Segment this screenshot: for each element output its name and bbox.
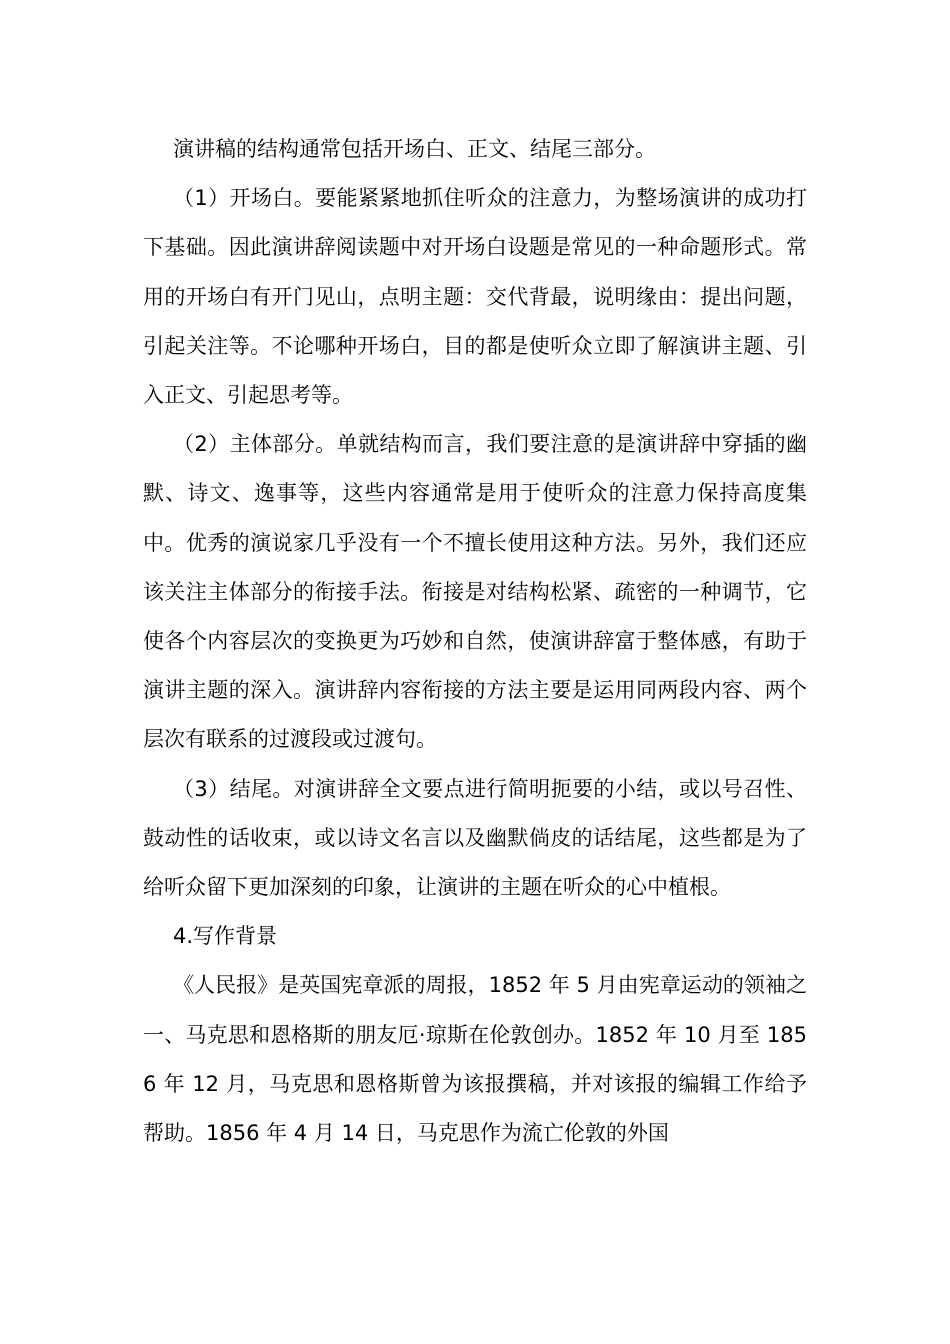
document-body: [143, 125, 807, 1158]
body-section-paragraph: （2）主体部分。单就结构而言，我们要注意的是演讲辞中穿插的幽默、诗文、逸事等，这些内容通常是用于使听众的注意力保持高度集中。优秀的演说家几乎没有一个不擅长使用这种方法。另外，我们还应该关注主体部分的衔接手法。衔接是对结构松紧、疏密的一种调节，它使各个内容层次的变换更为巧妙和自然，使演讲辞富于整体感，有助于演讲主题的深入。演讲辞内容衔接的方法主要是运用同两段内容、两个层次有联系的过渡段或过渡句。: [143, 432, 807, 752]
intro-paragraph: 演讲稿的结构通常包括开场白、正文、结尾三部分。: [173, 137, 656, 161]
opening-paragraph: （1）开场白。要能紧紧地抓住听众的注意力，为整场演讲的成功打下基础。因此演讲辞阅读题中对开场白设题是常见的一种命题形式。常用的开场白有开门见山，点明主题：交代背最，说明缘由：提出问题，引起关注等。不论哪种开场白，目的都是使听众立即了解演讲主题、引入正文、引起思考等。: [143, 186, 807, 408]
background-paragraph: 《人民报》是英国宪章派的周报，1852 年 5 月由宪章运动的领袖之一、马克思和恩格斯的朋友厄·琼斯在伦敦创办。1852 年 10 月至 1856 年 12 月，马克思和恩格斯曾为该报撰稿，并对该报的编辑工作给予帮助。1856 年 4 月 14 日，马克思作为流亡伦敦的外国: [143, 973, 807, 1146]
section-heading: 4.写作背景: [173, 924, 278, 949]
ending-paragraph: （3）结尾。对演讲辞全文要点进行简明扼要的小结，或以号召性、鼓动性的话收束，或以诗文名言以及幽默倘皮的话结尾，这些都是为了给听众留下更加深刻的印象，让演讲的主题在听众的心中植根。: [143, 776, 807, 900]
